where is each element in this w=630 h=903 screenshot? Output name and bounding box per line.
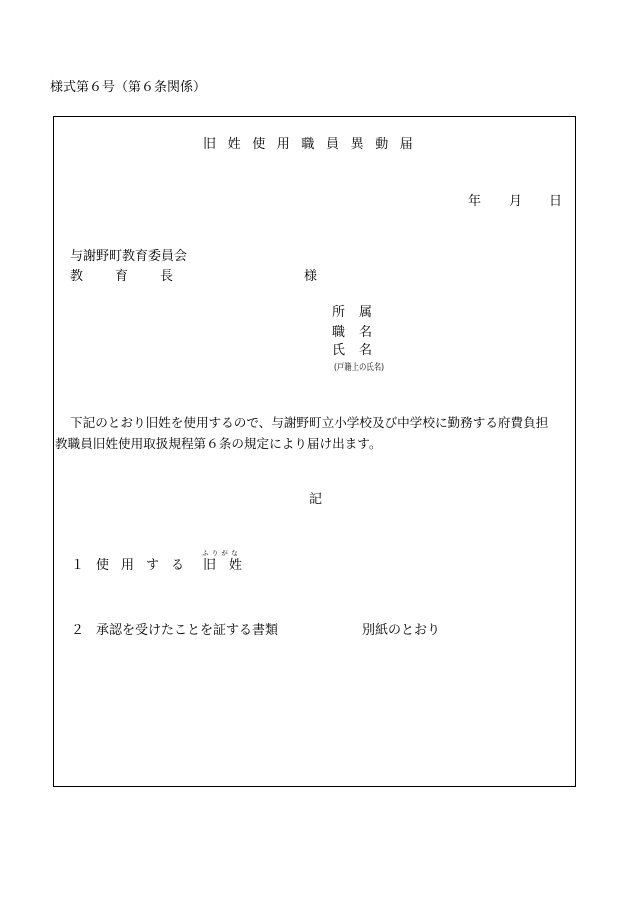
- item-1-number: １: [71, 558, 85, 573]
- form-number: 様式第６号（第６条関係）: [50, 80, 207, 95]
- ki-heading: 記: [309, 492, 323, 507]
- item-1-sei: 姓: [229, 558, 243, 573]
- item-1-label: 使用する: [96, 558, 197, 573]
- item-2-label: 承認を受けたことを証する書類: [96, 623, 279, 638]
- item-1-kyu: 旧: [203, 558, 217, 573]
- form-title: 旧姓使用職員異動届: [203, 137, 425, 152]
- date-month-label: 月: [509, 194, 523, 209]
- body-text-line-1: 下記のとおり旧姓を使用するので、与謝野町立小学校及び中学校に勤務する府費負担: [70, 415, 549, 430]
- date-day-label: 日: [549, 194, 563, 209]
- date-year-label: 年: [468, 194, 482, 209]
- affiliation-label: 所属: [332, 305, 387, 320]
- addressee-title: 教育長: [70, 269, 206, 284]
- addressee-honorific: 様: [304, 269, 318, 284]
- item-2-value: 別紙のとおり: [362, 623, 441, 638]
- body-text-line-2: 教職員旧姓使用取扱規程第６条の規定により届け出ます。: [55, 436, 382, 451]
- item-2-number: ２: [71, 623, 85, 638]
- addressee-organization: 与謝野町教育委員会: [70, 249, 188, 264]
- name-note: (戸籍上の氏名): [334, 363, 385, 373]
- position-label: 職名: [332, 325, 387, 340]
- name-label: 氏名: [332, 343, 387, 358]
- item-1-furigana: ふりがな: [202, 549, 241, 557]
